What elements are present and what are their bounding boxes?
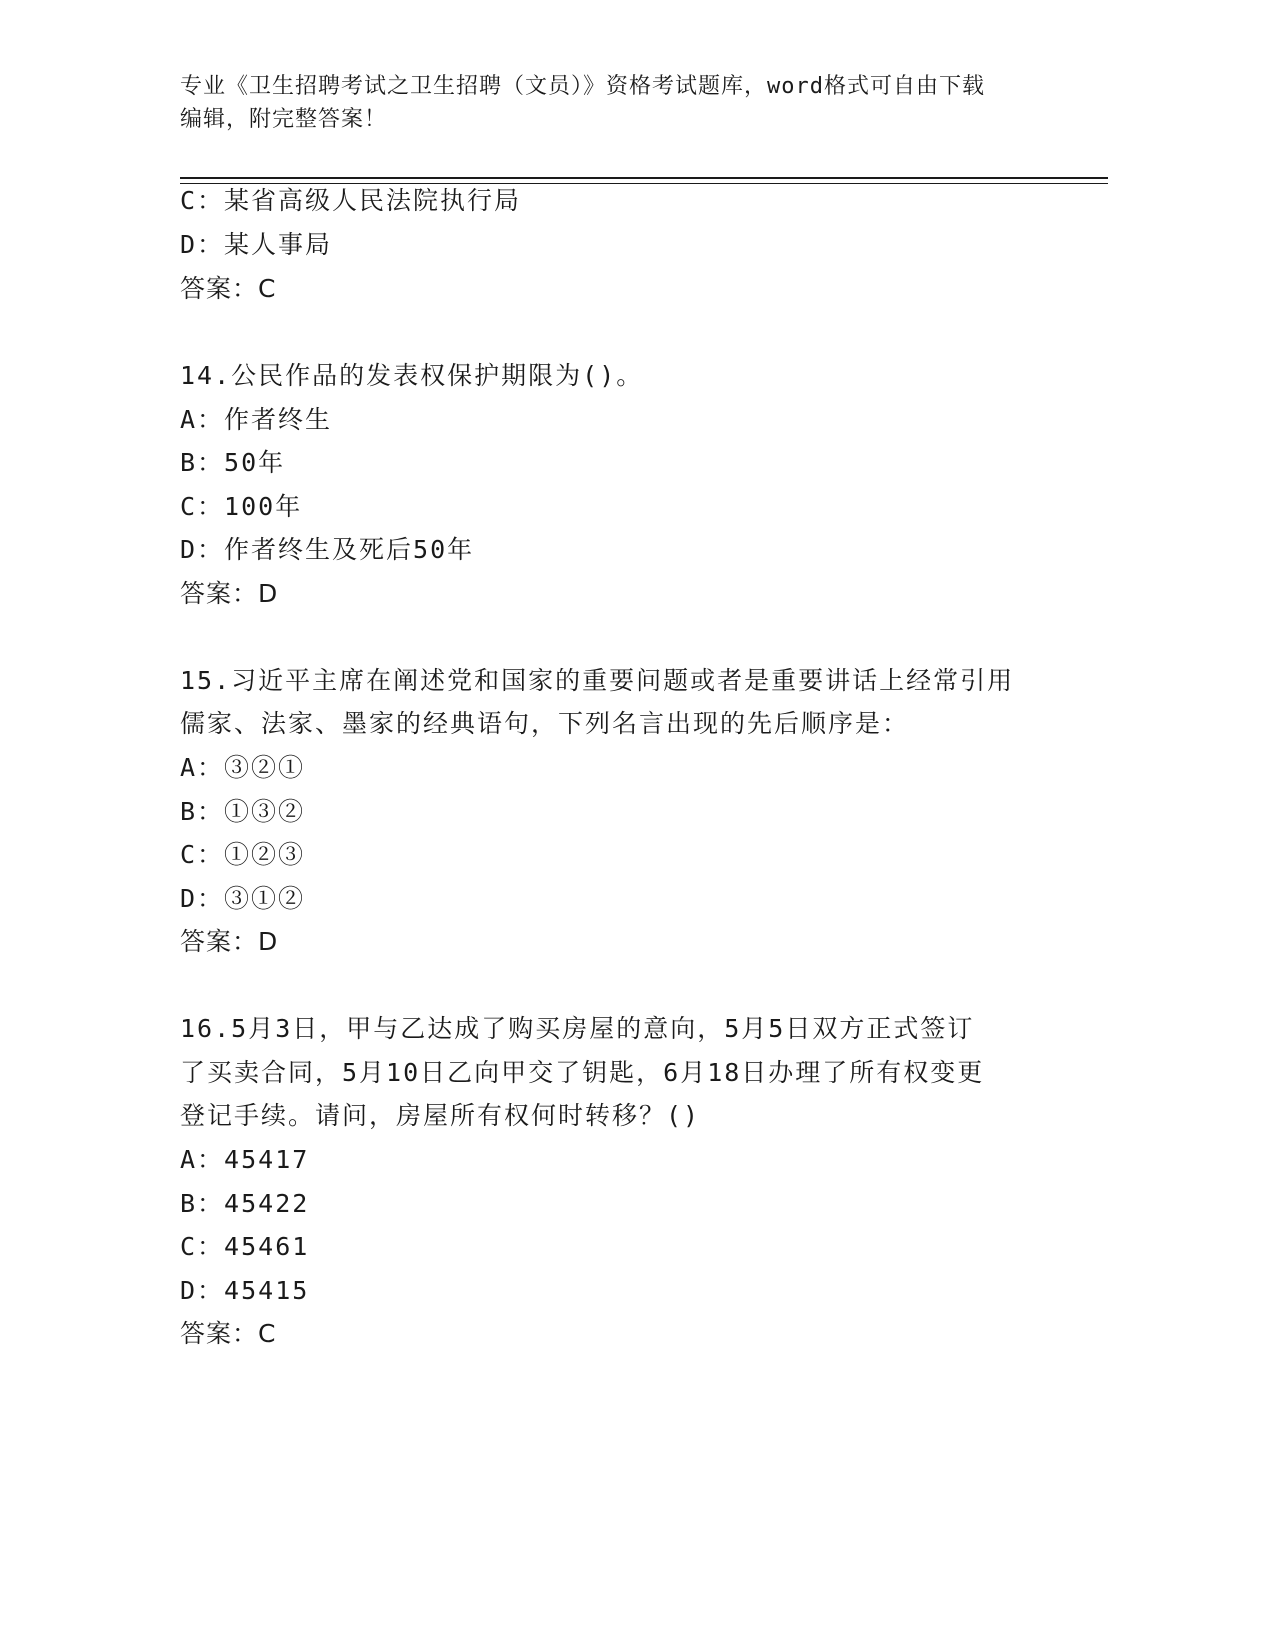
q15-option-a: A：③②① [180, 753, 306, 782]
q14-answer: 答案：D [180, 579, 279, 608]
q15-option-d: D：③①② [180, 884, 306, 913]
q14-question: 14.公民作品的发表权保护期限为()。 [180, 361, 644, 390]
q14-option-a: A：作者终生 [180, 405, 333, 434]
q16-option-a: A：45417 [180, 1145, 310, 1174]
q16-question-line-1: 16.5月3日，甲与乙达成了购买房屋的意向，5月5日双方正式签订 [180, 1014, 975, 1043]
q14-option-c: C：100年 [180, 492, 303, 521]
q13-option-c: C：某省高级人民法院执行局 [180, 186, 522, 215]
q16-option-b: B：45422 [180, 1189, 310, 1218]
q15-option-b: B：①③② [180, 797, 306, 826]
q16-option-d: D：45415 [180, 1276, 310, 1305]
q16-answer: 答案：C [180, 1319, 277, 1348]
q16-question-line-2: 了买卖合同，5月10日乙向甲交了钥匙，6月18日办理了所有权变更 [180, 1058, 985, 1087]
q13-option-d: D：某人事局 [180, 230, 333, 259]
q15-answer: 答案：D [180, 927, 279, 956]
header-divider-thick [180, 177, 1108, 179]
q15-question-line-1: 15.习近平主席在阐述党和国家的重要问题或者是重要讲话上经常引用 [180, 666, 1015, 695]
q13-answer: 答案：C [180, 274, 277, 303]
q14-option-d: D：作者终生及死后50年 [180, 535, 475, 564]
document-header [180, 70, 1060, 136]
q14-option-b: B：50年 [180, 448, 286, 477]
header-line-1: 专业《卫生招聘考试之卫生招聘（文员）》资格考试题库，word格式可自由下载 [180, 74, 985, 99]
header-line-2: 编辑，附完整答案！ [180, 107, 388, 132]
q16-option-c: C：45461 [180, 1232, 310, 1261]
q15-question-line-2: 儒家、法家、墨家的经典语句，下列名言出现的先后顺序是： [180, 709, 910, 738]
q16-question-line-3: 登记手续。请问，房屋所有权何时转移？() [180, 1101, 701, 1130]
q15-option-c: C：①②③ [180, 840, 306, 869]
